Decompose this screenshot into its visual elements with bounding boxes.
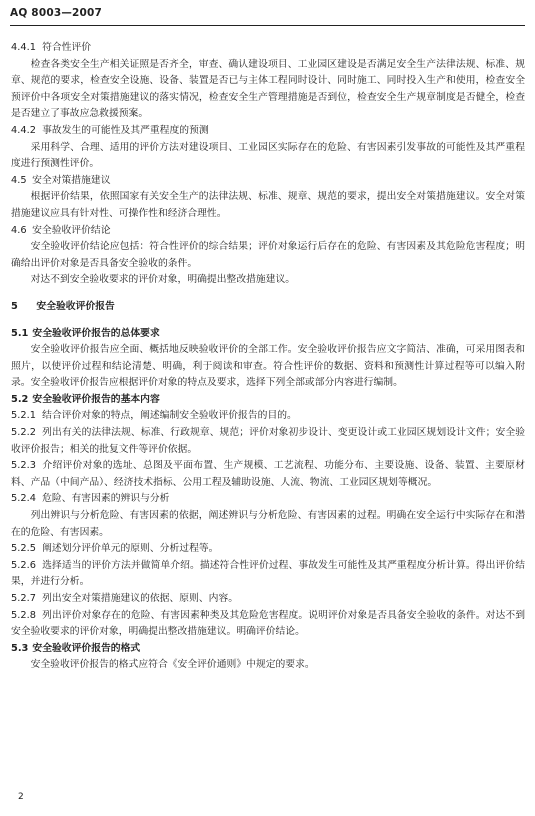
clause-heading (11, 491, 525, 508)
clause-text: 列出安全对策措施建议的依据、原则、内容。 (42, 593, 239, 604)
subclause (11, 591, 525, 608)
clause-paragraph: 根据评价结果，依照国家有关安全生产的法律法规、标准、规章、规范的要求，提出安全对策措施建议。安全对策措施建议应具有针对性、可操作性和经济合理性。 (11, 191, 525, 219)
clause-number: 4.4.1 (11, 42, 36, 53)
clause-number: 5.2.2 (11, 427, 36, 439)
clause-title: 危险、有害因素的辨识与分析 (42, 493, 170, 505)
clause-heading (11, 40, 525, 57)
clause-text: 结合评价对象的特点，阐述编制安全验收评价报告的目的。 (42, 410, 297, 422)
clause-paragraph: 安全验收评价结论应包括：符合性评价的综合结果；评价对象运行后存在的危险、有害因素及其危险危害程度；明确给出评价对象是否具备安全验收的条件。 (11, 241, 525, 269)
clause-paragraph: 安全验收评价报告的格式应符合《安全评价通则》中规定的要求。 (30, 659, 315, 671)
clause-paragraph: 安全验收评价报告应全面、概括地反映验收评价的全部工作。安全验收评价报告应文字简洁、准确，可采用图表和照片，以使评价过程和结论清楚、明确，利于阅读和审查。符合性评价的数据、资料和预测性计算过程等可以编入附录。安全验收评价报告应根据评价对象的特点及要求，选择下列全部或部分内容进行编制。 (11, 344, 525, 389)
clause-heading (11, 326, 525, 343)
clause-paragraph: 对达不到安全验收要求的评价对象，明确提出整改措施建议。 (30, 274, 296, 286)
clause-heading (11, 223, 525, 240)
subclause (11, 458, 525, 491)
clause-title: 安全验收评价报告的基本内容 (32, 393, 160, 405)
chapter-heading (11, 299, 525, 316)
clause-text: 列出评价对象存在的危险、有害因素种类及其危险危害程度。说明评价对象是否具备安全验收的条件。对达不到安全验收要求的评价对象，明确提出整改措施建议。明确评价结论。 (11, 609, 525, 638)
clause-number: 5.1 (11, 327, 29, 339)
clause-paragraph: 检查各类安全生产相关证照是否齐全，审查、确认建设项目、工业园区建设是否满足安全生产法律法规、标准、规章、规范的要求，检查安全设施、设备、装置是否已与主体工程同时设计、同时施工、同时投入生产和使用，检查安全预评价中各项安全对策措施建议的落实情况，检查安全生产管理措施是否到位，检查安全生产规章制度是否健全，检查是否建立了事故应急救援预案。 (11, 58, 525, 120)
clause-title: 安全验收评价报告的格式 (32, 642, 141, 654)
clause-number: 5.2.4 (11, 493, 36, 505)
clause-paragraph: 列出辨识与分析危险、有害因素的依据，阐述辨识与分析危险、有害因素的过程。明确在安全运行中实际存在和潜在的危险、有害因素。 (11, 510, 525, 538)
page-number: 2 (18, 792, 24, 802)
clause-number: 4.6 (11, 224, 27, 236)
clause-heading (11, 123, 525, 140)
subclause (11, 558, 525, 591)
clause-number: 5.2.1 (11, 410, 36, 422)
subclause (11, 408, 525, 425)
clause-title: 符合性评价 (42, 42, 92, 53)
chapter-number: 5 (11, 300, 18, 312)
clause-number: 5.2.3 (11, 460, 36, 472)
clause-number: 5.2.8 (11, 609, 36, 621)
clause-number: 4.4.2 (11, 124, 36, 136)
subclause (11, 541, 525, 558)
clause-number: 5.2.7 (11, 593, 36, 604)
clause-title: 安全验收评价结论 (32, 224, 111, 236)
clause-heading (11, 392, 525, 409)
clause-text: 介绍评价对象的选址、总图及平面布置、生产规模、工艺流程、功能分布、主要设施、设备、装置、主要原材料、产品（中间产品）、经济技术指标、公用工程及辅助设施、人流、物流、工业园区规划等概况。 (11, 460, 526, 488)
clause-title: 安全对策措施建议 (32, 174, 111, 186)
chapter-title: 安全验收评价报告 (36, 300, 115, 312)
clause-title: 事故发生的可能性及其严重程度的预测 (42, 124, 209, 136)
clause-heading (11, 641, 525, 658)
clause-number: 5.2.5 (11, 543, 36, 555)
clause-number: 5.2.6 (11, 559, 36, 571)
document-body (11, 40, 525, 674)
standard-code: AQ 8003—2007 (10, 7, 103, 19)
subclause (11, 425, 525, 458)
header-rule (10, 25, 525, 26)
clause-text: 阐述划分评价单元的原则、分析过程等。 (42, 543, 219, 555)
clause-number: 4.5 (11, 174, 27, 186)
clause-text: 列出有关的法律法规、标准、行政规章、规范；评价对象初步设计、变更设计或工业园区规划设计文件；安全验收评价报告；相关的批复文件等评价依据。 (11, 427, 525, 455)
subclause (11, 608, 525, 641)
clause-heading (11, 173, 525, 190)
page-header (10, 6, 525, 20)
clause-title: 安全验收评价报告的总体要求 (32, 327, 160, 339)
clause-paragraph: 采用科学、合理、适用的评价方法对建设项目、工业园区实际存在的危险、有害因素引发事故的可能性及其严重程度进行预测性评价。 (11, 141, 525, 170)
clause-number: 5.2 (11, 393, 29, 405)
clause-number: 5.3 (11, 642, 29, 654)
clause-text: 选择适当的评价方法并做简单介绍。描述符合性评价过程、事故发生可能性及其严重程度分析计算。得出评价结果，并进行分析。 (11, 559, 525, 588)
